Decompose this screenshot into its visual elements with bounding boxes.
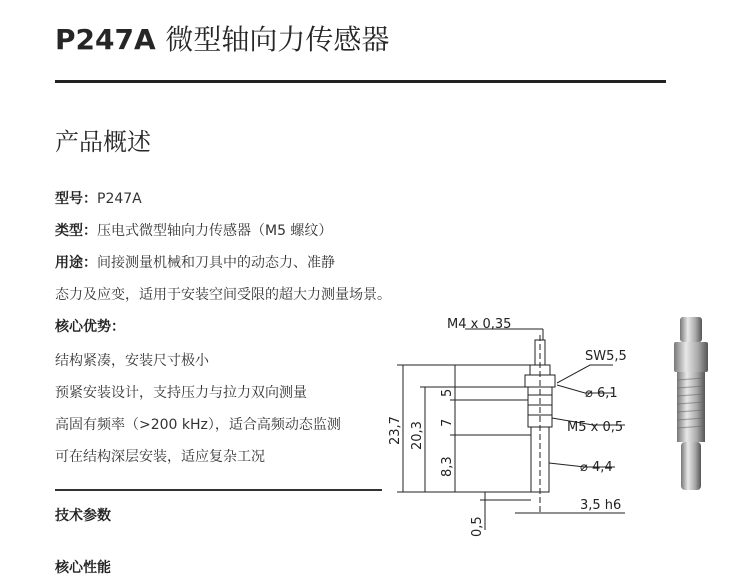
dimension-drawing bbox=[385, 315, 645, 545]
dim-0-5: 0,5 bbox=[470, 516, 485, 537]
model-line bbox=[55, 188, 142, 208]
usage-line bbox=[55, 252, 335, 272]
section-divider bbox=[55, 489, 382, 491]
usage-value-1: 间接测量机械和刀具中的动态力、准静 bbox=[97, 255, 335, 271]
overview-heading: 产品概述 bbox=[55, 128, 151, 156]
dim-dia-6-1: ⌀ 6,1 bbox=[585, 386, 618, 401]
dim-20-3: 20,3 bbox=[410, 421, 425, 450]
model-label: 型号： bbox=[55, 191, 97, 207]
advantage-item: 高固有频率（>200 kHz），适合高频动态监测 bbox=[55, 417, 341, 433]
advantages-label: 核心优势： bbox=[55, 319, 125, 335]
model-value: P247A bbox=[97, 191, 142, 207]
photo-top-thread bbox=[680, 317, 702, 342]
core-performance-heading: 核心性能 bbox=[55, 560, 111, 576]
photo-hex-nut bbox=[674, 342, 708, 372]
dim-sw: SW5,5 bbox=[585, 349, 627, 364]
type-value: 压电式微型轴向力传感器（M5 螺纹） bbox=[97, 223, 333, 239]
advantage-item: 预紧安装设计，支持压力与拉力双向测量 bbox=[55, 385, 307, 401]
tech-params-heading: 技术参数 bbox=[55, 508, 111, 524]
dim-7: 7 bbox=[440, 418, 455, 427]
model-code: P247A bbox=[55, 23, 156, 56]
sensor-photo bbox=[660, 312, 720, 497]
dim-8-3: 8,3 bbox=[440, 456, 455, 477]
dim-thread-top: M4 x 0,35 bbox=[447, 317, 512, 332]
top-thread-shape bbox=[535, 340, 545, 365]
dim-shaft: 3,5 h6 bbox=[580, 498, 622, 513]
photo-thread-body bbox=[677, 372, 705, 442]
dim-5: 5 bbox=[440, 388, 455, 397]
usage-line-2: 态力及应变，适用于安装空间受限的超大力测量场景。 bbox=[55, 287, 391, 303]
usage-label: 用途： bbox=[55, 255, 97, 271]
dim-23-7: 23,7 bbox=[388, 416, 403, 445]
type-line bbox=[55, 220, 332, 240]
dim-dia-4-4: ⌀ 4,4 bbox=[580, 460, 613, 475]
title-divider bbox=[55, 80, 666, 83]
advantage-item: 结构紧凑，安装尺寸极小 bbox=[55, 353, 209, 369]
product-name: 微型轴向力传感器 bbox=[165, 23, 390, 56]
advantage-item: 可在结构深层安装，适应复杂工况 bbox=[55, 449, 265, 465]
dim-thread-mid: M5 x 0,5 bbox=[567, 420, 624, 435]
page-title bbox=[55, 18, 389, 58]
type-label: 类型： bbox=[55, 223, 97, 239]
photo-shaft bbox=[681, 442, 701, 490]
